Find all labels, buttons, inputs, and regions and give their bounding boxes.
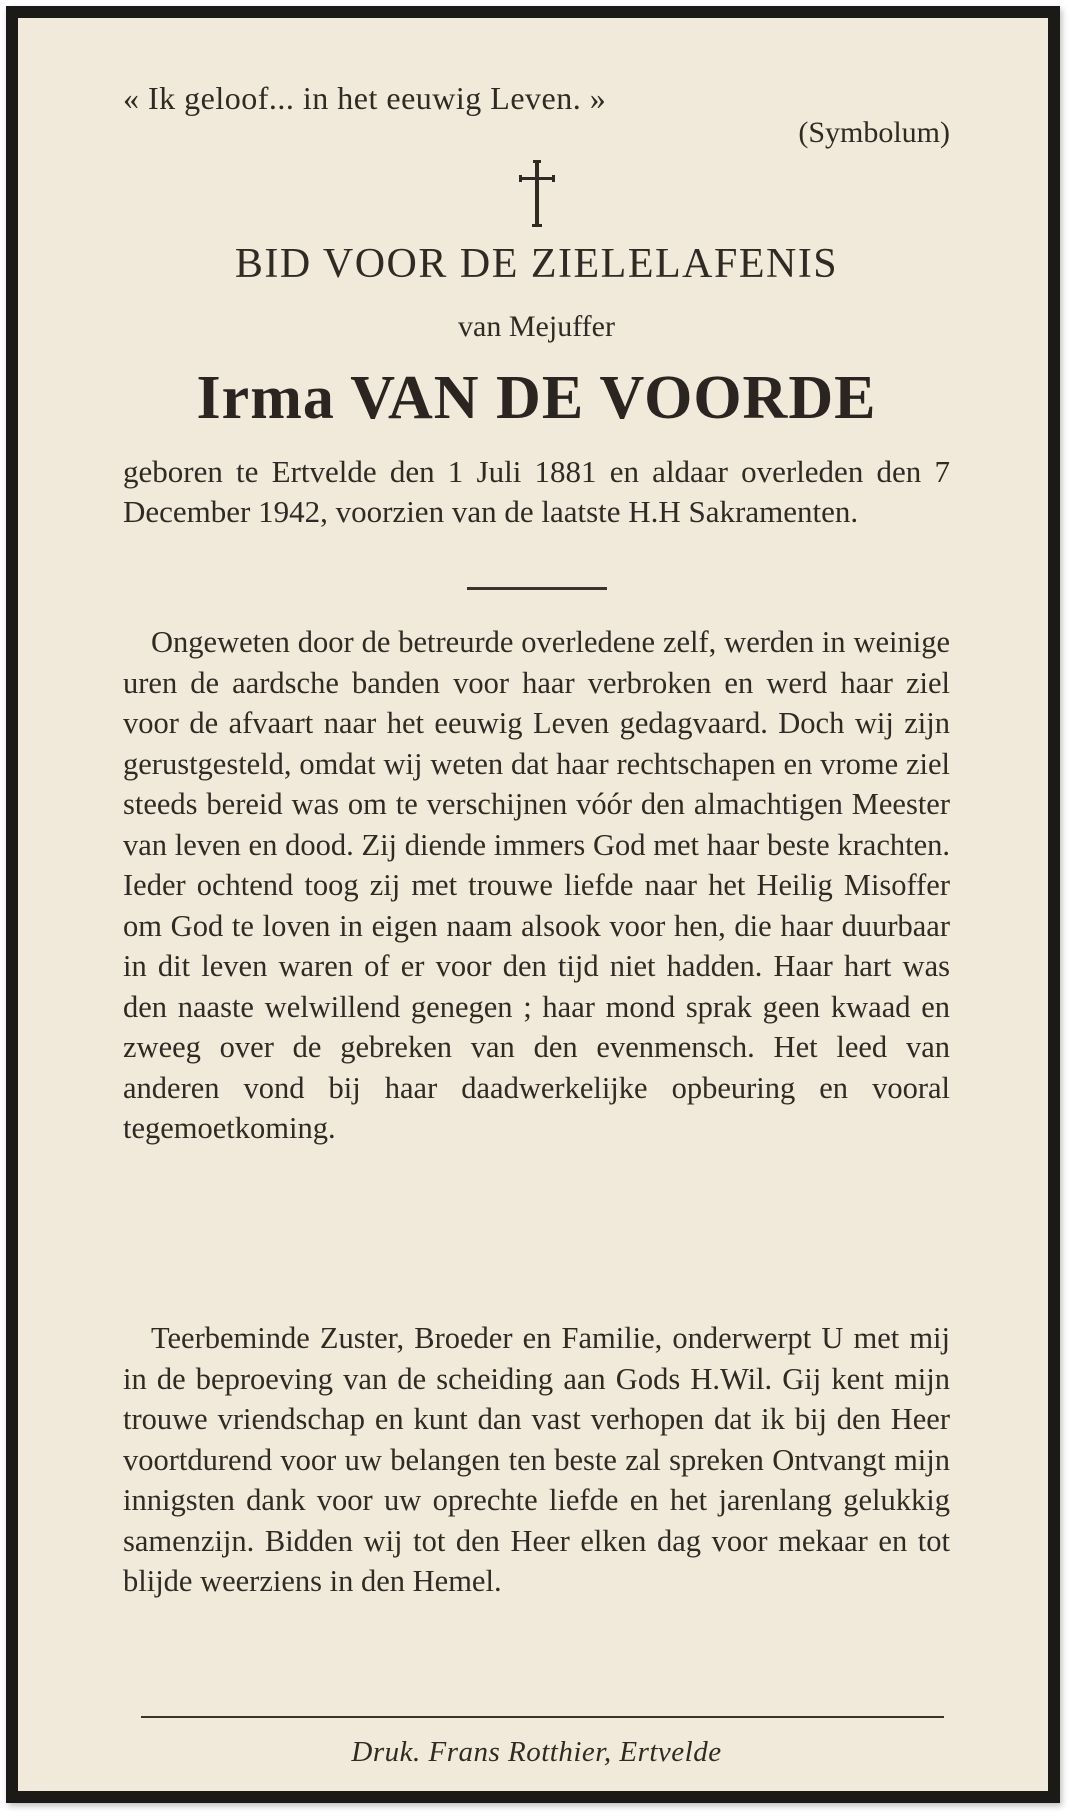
card-content [123, 18, 950, 1791]
divider [467, 587, 607, 590]
prayer-subheading: van Mejuffer [458, 310, 615, 343]
quote-source: (Symbolum) [798, 116, 950, 149]
quote-text: « Ik geloof... in het eeuwig Leven. » [123, 80, 607, 116]
memorial-card [6, 6, 1060, 1803]
birth-death-text: geboren te Ertvelde den 1 Juli 1881 en aldaar overleden den 7 December 1942, voorzien van de laatste H.H Sakramenten. [123, 454, 950, 529]
deceased-name: Irma VAN DE VOORDE [196, 364, 877, 432]
footer-rule [141, 1716, 944, 1718]
prayer-heading: BID VOOR DE ZIELELAFENIS [234, 241, 839, 287]
body-paragraph-1: Ongeweten door de betreurde overledene zelf, werden in weinige uren de aardsche banden voor haar verbroken en werd haar ziel voor de afvaart naar het eeuwig Leven gedagvaard. Doch wij zijn gerustgesteld, omdat wij weten dat haar rechtschapen en vrome ziel steeds bereid was om te verschijnen vóór den almachtigen Meester van leven en dood. Zij diende immers God met haar beste krachten. Ieder ochtend toog zij met trouwe liefde naar het Heilig Misoffer om God te loven in eigen naam alsook voor hen, die haar duurbaar in dit leven waren of er voor den tijd niet hadden. Haar hart was den naaste welwillend genegen ; haar mond sprak geen kwaad en zweeg over de gebreken van den evenmensch. Het leed van anderen vond bij haar daadwerkelijke opbeuring en vooral tegemoetkoming. [123, 625, 950, 1145]
printer-credit: Druk. Frans Rotthier, Ertvelde [351, 1736, 722, 1768]
cross-icon [517, 160, 557, 228]
body-paragraph-2: Teerbeminde Zuster, Broeder en Familie, onderwerpt U met mij in de beproeving van de scheiding aan Gods H.Wil. Gij kent mijn trouwe vriendschap en kunt dan vast verhopen dat ik bij den Heer voortdurend voor uw belangen ten beste zal spreken Ontvangt mijn innigsten dank voor uw oprechte liefde en het jarenlang gelukkig samenzijn. Bidden wij tot den Heer elken dag voor mekaar en tot blijde weerziens in den Hemel. [123, 1321, 950, 1598]
